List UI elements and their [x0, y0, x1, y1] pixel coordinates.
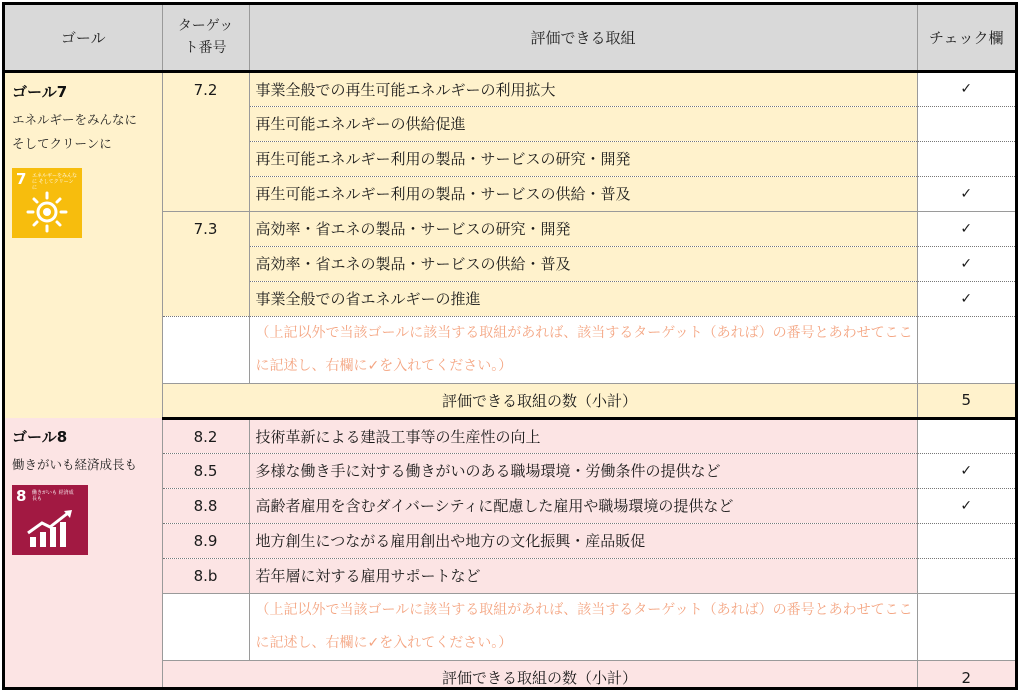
check-cell[interactable] [917, 418, 1015, 453]
check-cell[interactable]: ✓ [917, 246, 1015, 281]
header-target-number: ターゲッ ト番号 [162, 5, 249, 71]
goal7-description: エネルギーをみんなに そしてクリーンに [12, 111, 150, 151]
initiative-item: 再生可能エネルギー利用の製品・サービスの研究・開発 [249, 141, 917, 176]
header-initiatives: 評価できる取組 [249, 5, 917, 71]
check-cell[interactable] [917, 523, 1015, 558]
initiative-item: 高効率・省エネの製品・サービスの研究・開発 [249, 211, 917, 246]
sdg-checklist-table [5, 5, 1015, 690]
freeform-note[interactable]: （上記以外で当該ゴールに該当する取組があれば、該当するターゲット（あれば）の番号とあわせてここに記述し、右欄に✓を入れてください。） [249, 593, 917, 660]
check-cell[interactable] [917, 141, 1015, 176]
initiative-item: 高齢者雇用を含むダイバーシティに配慮した雇用や職場環境の提供など [249, 488, 917, 523]
sdg7-icon [12, 168, 82, 238]
check-cell[interactable] [917, 106, 1015, 141]
goal8-cell [5, 418, 162, 690]
subtotal-label: 評価できる取組の数（小計） [162, 383, 917, 418]
sdg7-icon-caption: エネルギーをみんなに そしてクリーンに [32, 172, 78, 191]
initiative-item: 多様な働き手に対する働きがいのある職場環境・労働条件の提供など [249, 453, 917, 488]
initiative-item: 事業全般での省エネルギーの推進 [249, 281, 917, 316]
target-number: 8.2 [162, 418, 249, 453]
initiative-item: 若年層に対する雇用サポートなど [249, 558, 917, 593]
blank-target-cell [162, 593, 249, 660]
subtotal-value: 2 [917, 660, 1015, 690]
header-row [5, 5, 1015, 71]
header-goal: ゴール [5, 5, 162, 71]
goal8-title: ゴール8 [12, 428, 68, 446]
sun-icon [12, 190, 82, 234]
goal7-title: ゴール7 [12, 82, 68, 101]
sdg8-icon-number: 8 [16, 487, 27, 505]
initiative-item: 地方創生につながる雇用創出や地方の文化振興・産品販促 [249, 523, 917, 558]
freeform-note[interactable]: （上記以外で当該ゴールに該当する取組があれば、該当するターゲット（あれば）の番号とあわせてここに記述し、右欄に✓を入れてください。） [249, 316, 917, 383]
target-number: 8.b [162, 558, 249, 593]
subtotal-value: 5 [917, 383, 1015, 418]
target-number: 7.3 [162, 211, 249, 316]
check-cell[interactable]: ✓ [917, 488, 1015, 523]
initiative-item: 事業全般での再生可能エネルギーの利用拡大 [249, 71, 917, 106]
target-number: 8.8 [162, 488, 249, 523]
growth-chart-icon [12, 507, 88, 551]
initiative-item: 高効率・省エネの製品・サービスの供給・普及 [249, 246, 917, 281]
check-cell[interactable] [917, 558, 1015, 593]
check-cell[interactable]: ✓ [917, 71, 1015, 106]
table-row [5, 71, 1015, 106]
initiative-item: 再生可能エネルギーの供給促進 [249, 106, 917, 141]
note-check-cell[interactable] [917, 593, 1015, 660]
target-number: 8.5 [162, 453, 249, 488]
goal8-description: 働きがいも経済成長も [12, 457, 138, 472]
initiative-item: 技術革新による建設工事等の生産性の向上 [249, 418, 917, 453]
checklist-table-frame [2, 2, 1018, 690]
sdg8-icon [12, 485, 88, 555]
blank-target-cell [162, 316, 249, 383]
sdg8-icon-caption: 働きがいも 経済成長も [32, 490, 74, 502]
target-number: 8.9 [162, 523, 249, 558]
check-cell[interactable]: ✓ [917, 281, 1015, 316]
table-row [5, 418, 1015, 453]
goal7-cell [5, 71, 162, 418]
subtotal-label: 評価できる取組の数（小計） [162, 660, 917, 690]
target-number: 7.2 [162, 71, 249, 211]
header-check: チェック欄 [917, 5, 1015, 71]
check-cell[interactable]: ✓ [917, 176, 1015, 211]
note-check-cell[interactable] [917, 316, 1015, 383]
initiative-item: 再生可能エネルギー利用の製品・サービスの供給・普及 [249, 176, 917, 211]
check-cell[interactable]: ✓ [917, 211, 1015, 246]
check-cell[interactable]: ✓ [917, 453, 1015, 488]
sdg7-icon-number: 7 [16, 169, 27, 188]
